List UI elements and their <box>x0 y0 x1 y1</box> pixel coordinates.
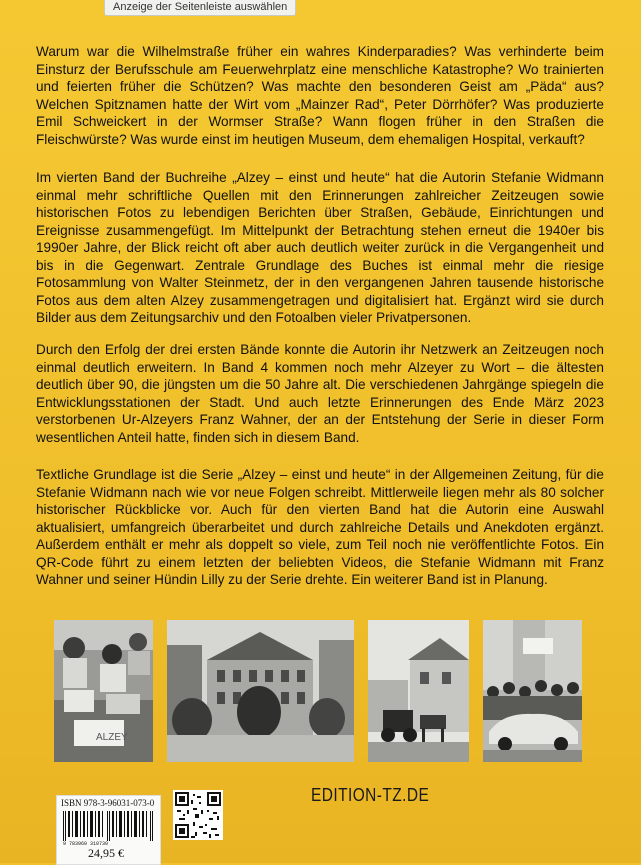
sidebar-tooltip: Anzeige der Seitenleiste auswählen <box>104 0 296 16</box>
blurb-paragraph-questions: Warum war die Wilhelmstraße früher ein wahres Kinderparadies? Was verhinderte beim Einsturz der Berufsschule am Feuerwehrplatz eine menschliche Katastrophe? Wo trainierten und feierten früher die Schützen? Was machte den besonderen Geist am „Päda“ aus? Welchen Spitznamen hatte der Wirt vom „Mainzer Rad“, Peter Dörrhöfer? Was produzierte Emil Schweickert in der Wormser Straße? Wann flogen früher in den Straßen die Fleischwürste? Was wurde einst im heutigen Museum, dem ehemaligen Hospital, verkauft? <box>36 44 604 147</box>
barcode-digits: 9 783960 310730 <box>63 841 109 845</box>
photo-street-parade-car <box>483 620 582 762</box>
photo-sewing-workers <box>54 620 153 762</box>
photo-sign-text: ALZEY <box>96 732 128 743</box>
isbn-barcode <box>56 795 161 865</box>
qr-code-pattern <box>173 790 223 840</box>
qr-code[interactable] <box>173 790 223 840</box>
price: 24,95 € <box>88 846 124 860</box>
blurb-paragraph-series: Textliche Grundlage ist die Serie „Alzey – einst und heute“ in der Allgemeinen Zeitung, für die Stefanie Widmann nach wie vor neue Folgen schreibt. Mittlerweile liegen mehr als 80 solcher historischer Rückblicke vor. Auch für den vierten Band hat die Autorin eine Auswahl aktualisiert, umfangreich überarbeitet und durch zahlreiche Details und Anekdoten ergänzt. Außerdem enthält er mehr als doppelt so viele, zum Teil noch nie veröffentlichte Fotos. Ein QR-Code führt zu einem letzten der beliebten Videos, die Stefanie Widmann mit Franz Wahner und seiner Hündin Lilly zu der Serie drehte. Ein weiterer Band ist in Planung. <box>36 467 604 587</box>
isbn-label: ISBN 978-3-96031-073-0 <box>61 798 155 808</box>
publisher-name: EDITION-TZ.DE <box>311 785 430 805</box>
blurb-paragraph-witnesses: Durch den Erfolg der drei ersten Bände konnte die Autorin ihr Netzwerk an Zeitzeugen noch einmal deutlich erweitern. In Band 4 kommen noch mehr Alzeyer zu Wort – die ältesten deutlich über 90, die jüngsten um die 50 Jahre alt. Die verschiedenen Jahrgänge spiegeln die Entwicklungsstationen der Stadt. Und auch letzte Erinnerungen des Ende März 2023 verstorbenen Ur-Alzeyers Franz Wahner, der an der Entstehung der Serie in dieser Form wesentlichen Anteil hatte, finden sich in diesem Band. <box>36 342 604 445</box>
photo-horse-carriage <box>368 620 469 762</box>
photo-historic-building <box>167 620 354 762</box>
blurb-paragraph-book-intro: Im vierten Band der Buchreihe „Alzey – einst und heute“ hat die Autorin Stefanie Widmann einmal mehr schriftliche Quellen mit den Erinnerungen zahlreicher Zeitzeugen sowie historischen Fotos zu lebendigen Berichten über Straßen, Gebäude, Einrichtungen und Ereignisse zusammengefügt. Im Mittelpunkt der Betrachtung stehen erneut die 1940er bis 1990er Jahre, der Blick reicht oft aber auch deutlich weiter zurück in die Vergangenheit und bis in die Gegenwart. Zentrale Grundlage des Buches ist einmal mehr die riesige Fotosammlung von Walter Steinmetz, der in den vergangenen Jahren tausende historische Fotos aus dem alten Alzey zusammengetragen und digitalisiert hat. Ergänzt wird sie durch Bilder aus dem Zeitungsarchiv und den Fotoalben vieler Privatpersonen. <box>36 170 604 325</box>
barcode-bars <box>63 811 155 845</box>
